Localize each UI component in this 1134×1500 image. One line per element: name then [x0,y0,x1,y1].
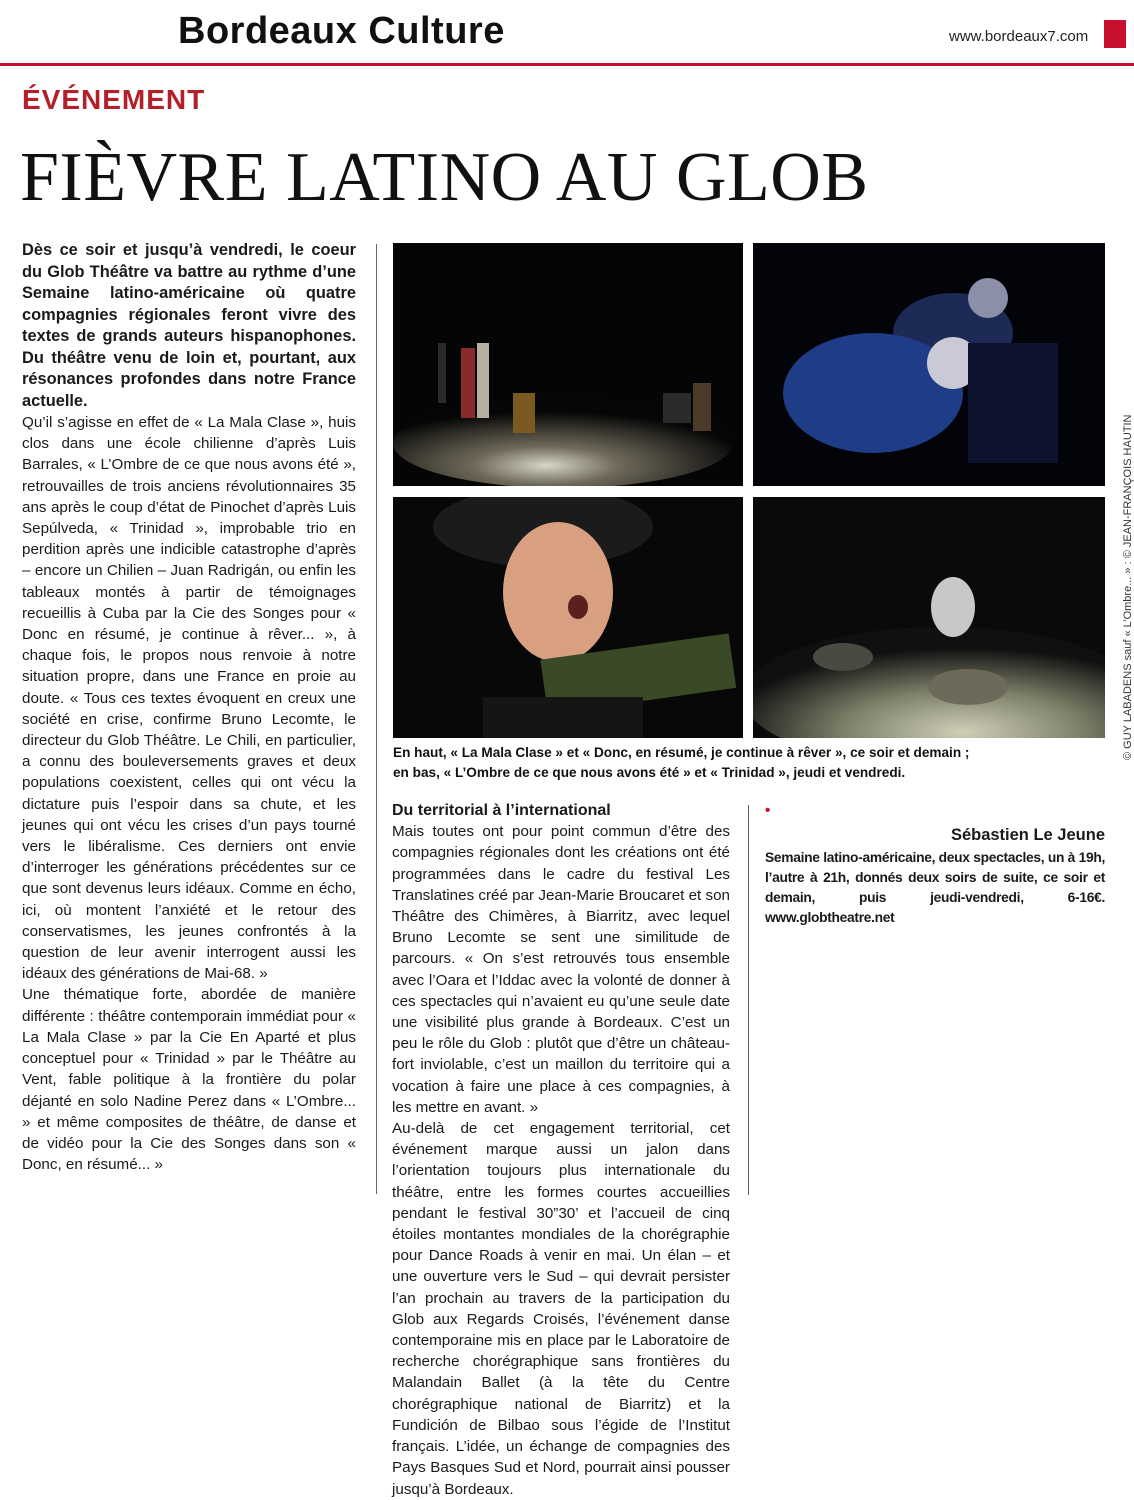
article-headline: FIÈVRE LATINO AU GLOB [20,139,869,216]
dancers-illustration [753,243,1105,486]
masthead-title: Bordeaux Culture [178,10,505,52]
red-accent-block [1104,20,1126,48]
column-divider [748,805,749,1195]
article-column-3 [765,800,1105,928]
page-header [0,0,1134,64]
performers-illustration [753,497,1105,738]
photo-donc-en-resume [753,243,1105,486]
header-rule [0,63,1134,66]
section-rubric: ÉVÉNEMENT [22,84,206,115]
end-bullet-icon: • [765,802,771,819]
article-subheading: Du territorial à l’international [392,802,611,819]
article-lead: Dès ce soir et jusqu’à vendredi, le coeur du Glob Théâtre va battre au rythme d’une Semaine latino-américaine où quatre compagnies régionales feront vivre des textes de grands auteurs hispanophones. Du théâtre venu de loin et, pourtant, aux résonances profondes dans notre France actuelle. [22,241,356,410]
photo-caption [393,743,1105,783]
photo-ombre [393,497,743,738]
stage-scene-illustration [393,243,743,486]
article-end-mark-line [765,800,1105,821]
author-signature: Sébastien Le Jeune [950,826,1105,845]
article-paragraph-3: Mais toutes ont pour point commun d’être des compagnies régionales dont les créations ont été programmées dans le cadre du festival Les Translatines créé par Jean-Marie Broucaret et son Théâtre des Chimères, à Biarritz, avec lequel Bruno Lecomte se sent une similitude de parcours. « On s’est retrouvés tous ensemble avec l’Oara et l’Iddac avec la volonté de donner à ces spectacles qui n’avaient eu qu’une seule date une visibilité plus grande à Bordeaux. C’est un peu le rôle du Glob : plutôt que d’être un château-fort inviolable, c’est un maillon du territoire qui a vocation à faire une place à ces compagnies, à les mettre en avant. » [392,823,730,1116]
photo-credit: © GUY LABADENS sauf « L’Ombre... » : © JEAN-FRANÇOIS HAUTIN [1122,414,1134,760]
column-divider [376,244,377,1194]
article-paragraph-4: Au-delà de cet engagement territorial, cet événement marque aussi un jalon dans l’orientation toujours plus internationale du théâtre, entre les formes courtes accueillies pendant le festival 30”30’ et l’accueil de cinq étoiles montantes mondiales de la chorégraphie pour Dance Roads à venir en mai. Un élan – et une ouverture vers le Sud – qui devrait persister l’an prochain au travers de la participation du Glob aux Regards Croisés, l’événement danse contemporaine mis en place par le Laboratoire de recherche chorégraphique sans frontières du Malandain Ballet (à la tête du Centre chorégraphique national de Biarritz) et la Fundición de Bilbao sous l’égide de l’Institut français. L’idée, un échange de compagnies des Pays Basques Sud et Nord, pourrait ainsi pousser jusqu’à Bordeaux. [392,1120,730,1498]
photo-la-mala-clase [393,243,743,486]
article-paragraph-1: Qu’il s’agisse en effet de « La Mala Clase », huis clos dans une école chilienne d’après Luis Barrales, « L’Ombre de ce que nous avons été », retrouvailles de trois anciens révolutionnaires 35 ans après le coup d’état de Pinochet d’après Luis Sepúlveda, « Trinidad », improbable trio en perdition après une indicible catastrophe d’après – encore un Chilien – Juan Radrigán, ou enfin les tableaux montés à partir de témoignages recueillis à Cuba par la Cie des Songes pour « Donc en résumé, je continue à rêver... », à chaque fois, le propos nous renvoie à notre situation propre, dans une France en proie au doute. « Tous ces textes évoquent en creux une société en crise, confirme Bruno Lecomte, le directeur du Glob Théâtre. Le Chili, en particulier, a connu des bouleversements graves et deux populations coexistent, celles qui ont vécu la dictature puis l’espoir dans sa chute, et les jeunes qui ont vécu les crises d’un pays tourné vers le libéralisme. Ces derniers ont envie d’interroger les générations précédentes sur ce que sont devenus leurs idéaux. Comme en écho, ici, où montent l’anxiété et le retour des conservatismes, les jeunes confrontés à la question de leur avenir interrogent aussi les idéaux des générations de Mai-68. » [22,414,356,983]
caption-line: En haut, « La Mala Clase » et « Donc, en résumé, je continue à rêver », ce soir et demain ; [393,745,970,760]
article-column-1 [22,240,356,1175]
site-url[interactable]: www.bordeaux7.com [949,28,1089,45]
caption-line: en bas, « L’Ombre de ce que nous avons été » et « Trinidad », jeudi et vendredi. [393,765,906,780]
actress-illustration [393,497,743,738]
photo-trinidad [753,497,1105,738]
article-column-2 [392,800,730,1500]
practical-info: Semaine latino-américaine, deux spectacles, un à 19h, l’autre à 21h, donnés deux soirs de suite, ce soir et demain, puis jeudi-vendredi, 6-16€. www.globtheatre.net [765,850,1105,926]
article-paragraph-2: Une thématique forte, abordée de manière différente : théâtre contemporain immédiat pour « La Mala Clase » par la Cie En Aparté et plus conceptuel pour « Trinidad » par le Théâtre au Vent, fable politique à la frontière du polar déjanté en solo Nadine Perez dans « L’Ombre... » et même composites de théâtre, de danse et de vidéo pour la Cie des Songes dans son « Donc, en résumé... » [22,986,356,1174]
